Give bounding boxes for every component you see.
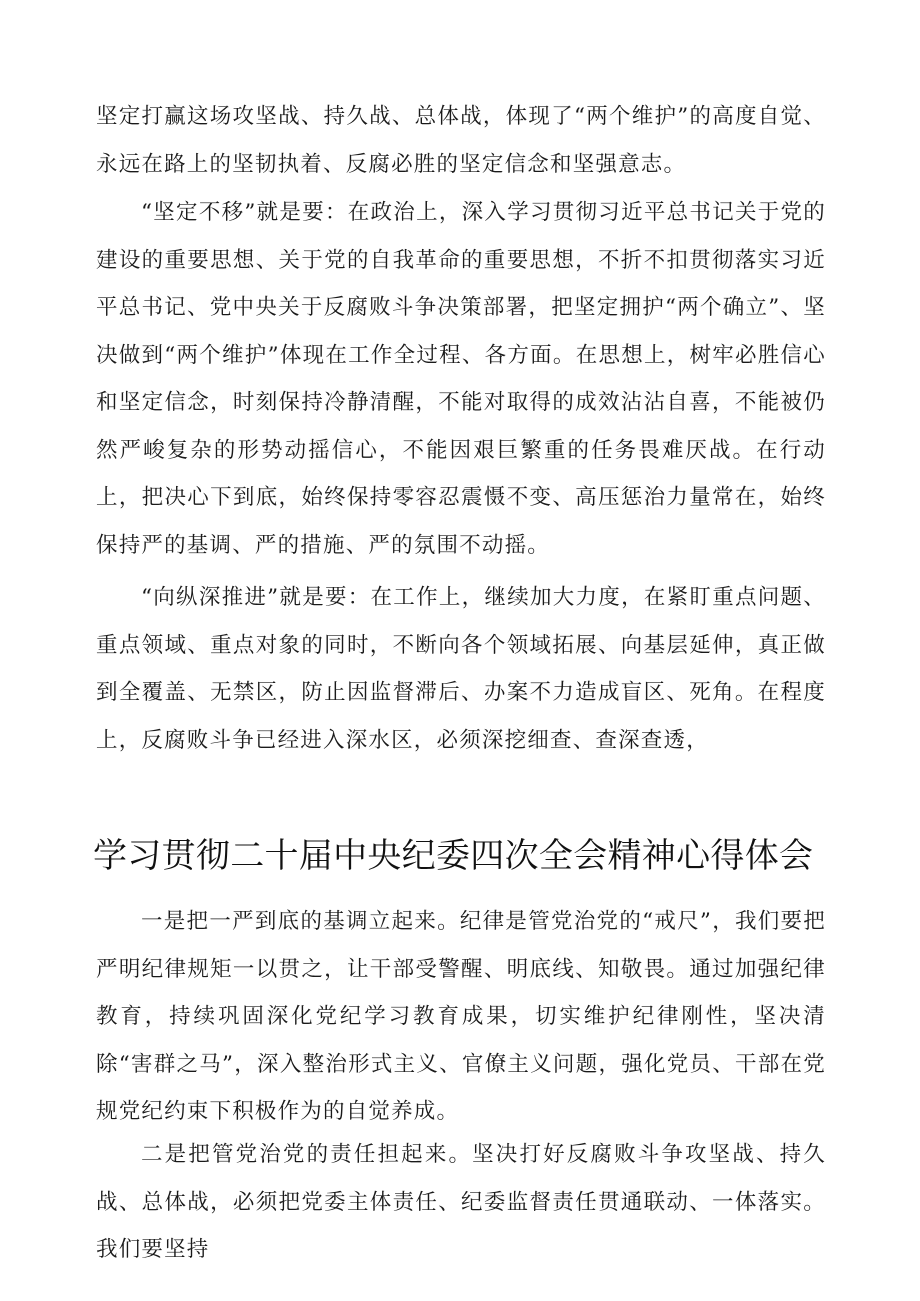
section-heading: 学习贯彻二十届中央纪委四次全会精神心得体会 <box>93 836 814 876</box>
paragraph: 二是把管党治党的责任担起来。坚决打好反腐败斗争攻坚战、持久战、总体战，必须把党委主体责任、纪委监督责任贯通联动、一体落实。我们要坚持 <box>96 1142 826 1262</box>
paragraph: 一是把一严到底的基调立起来。纪律是管党治党的“戒尺”，我们要把严明纪律规矩一以贯之，让干部受警醒、明底线、知敬畏。通过加强纪律教育，持续巩固深化党纪学习教育成果，切实维护纪律刚性，坚决清除“害群之马”，深入整治形式主义、官僚主义问题，强化党员、干部在党规党纪约束下积极作为的自觉养成。 <box>96 909 826 1124</box>
paragraph: 坚定打赢这场攻坚战、持久战、总体战，体现了“两个维护”的高度自觉、永远在路上的坚韧执着、反腐必胜的坚定信念和坚强意志。 <box>96 104 826 177</box>
paragraph: “向纵深推进”就是要：在工作上，继续加大力度，在紧盯重点问题、重点领域、重点对象的同时，不断向各个领域拓展、向基层延伸，真正做到全覆盖、无禁区，防止因监督滞后、办案不力造成盲区、死角。在程度上，反腐败斗争已经进入深水区，必须深挖细查、查深查透， <box>96 585 826 753</box>
paragraph: “坚定不移”就是要：在政治上，深入学习贯彻习近平总书记关于党的建设的重要思想、关于党的自我革命的重要思想，不折不扣贯彻落实习近平总书记、党中央关于反腐败斗争决策部署，把坚定拥护“两个确立”、坚决做到“两个维护”体现在工作全过程、各方面。在思想上，树牢必胜信心和坚定信念，时刻保持冷静清醒，不能对取得的成效沾沾自喜，不能被仍然严峻复杂的形势动摇信心，不能因艰巨繁重的任务畏难厌战。在行动上，把决心下到底，始终保持零容忍震慑不变、高压惩治力量常在，始终保持严的基调、严的措施、严的氛围不动摇。 <box>96 200 826 558</box>
